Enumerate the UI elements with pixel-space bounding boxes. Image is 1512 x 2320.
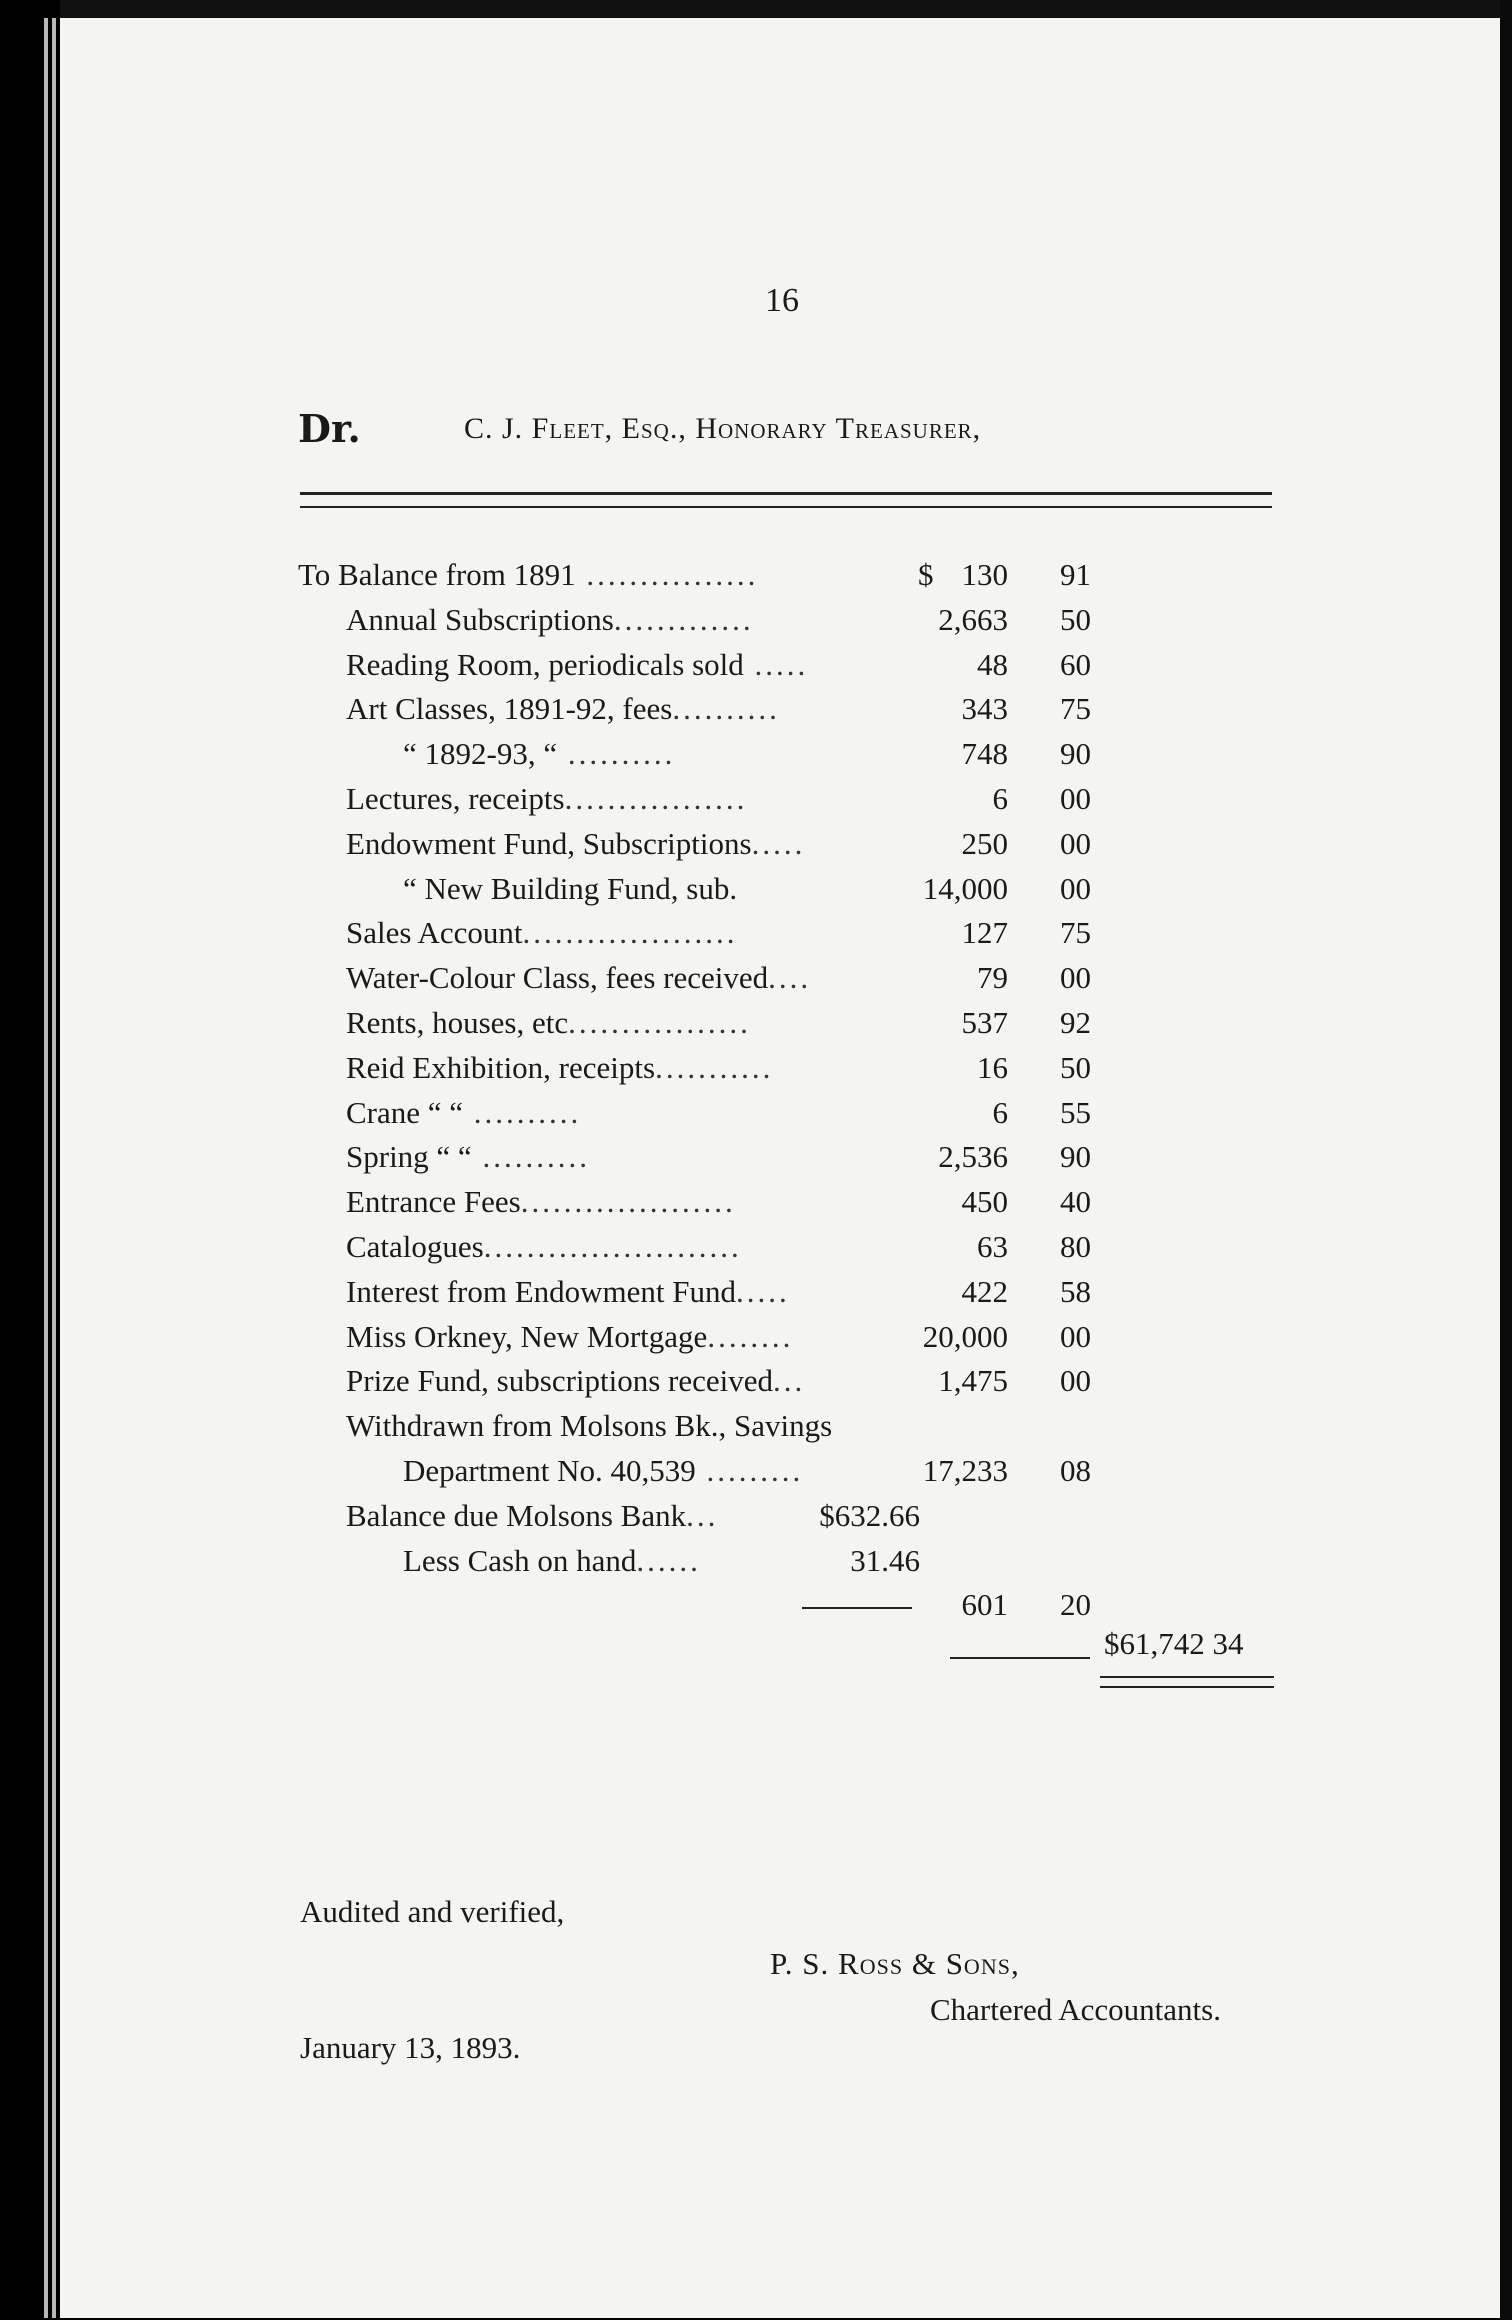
ledger-row — [298, 1494, 1098, 1539]
amount-dollars: 343 — [961, 691, 1008, 727]
dot-leader: .......... — [463, 1094, 582, 1130]
amount-cents: 75 — [1060, 915, 1091, 951]
amount-cents: 90 — [1060, 1139, 1091, 1175]
entry-label — [346, 777, 747, 822]
entry-label — [346, 1046, 773, 1091]
entry-text: Department No. 40,539 — [403, 1452, 696, 1488]
grand-total — [1104, 1626, 1244, 1662]
amount-dollars: 130 — [961, 557, 1008, 592]
ledger-row — [298, 1046, 1098, 1091]
total-lead-rule — [950, 1657, 1090, 1659]
amount-dollars: 601 — [961, 1587, 1008, 1623]
entry-label — [346, 1315, 793, 1360]
amount-cents: 75 — [1060, 691, 1091, 727]
amount-cents: 60 — [1060, 646, 1091, 682]
amount-cents: 90 — [1060, 736, 1091, 772]
entry-text: To Balance from 1891 — [298, 557, 576, 592]
amount-dollars: 2,536 — [938, 1139, 1008, 1175]
ledger-row — [298, 777, 1098, 822]
dot-leader: ..... — [743, 646, 809, 682]
dot-leader: ... — [773, 1363, 806, 1399]
entry-label — [346, 1091, 581, 1136]
dot-leader: ........... — [655, 1049, 774, 1085]
entry-label — [403, 867, 737, 912]
amount-cents: 40 — [1060, 1184, 1091, 1220]
auditor-title: Chartered Accountants. — [930, 1992, 1221, 2027]
entry-text: Sales Account — [346, 915, 523, 951]
entry-text: Balance due Molsons Bank — [346, 1497, 687, 1533]
ledger-row — [298, 1539, 1098, 1584]
amount-dollars: 422 — [961, 1273, 1008, 1309]
ledger-row — [298, 553, 1098, 598]
amount-dollars: 748 — [961, 736, 1008, 772]
ledger-row — [298, 1180, 1098, 1225]
amount-dollars: 250 — [961, 825, 1008, 861]
ledger-row — [298, 867, 1098, 912]
ledger-row — [298, 1359, 1098, 1404]
amount-dollars: 127 — [961, 915, 1008, 951]
ledger-row — [298, 956, 1098, 1001]
dot-leader: .......... — [557, 736, 676, 772]
amount-cents: 00 — [1060, 870, 1091, 906]
entry-label — [346, 1135, 590, 1180]
scan-top-edge — [60, 0, 1512, 18]
entry-label — [346, 643, 808, 688]
entry-text: Lectures, receipts — [346, 780, 565, 816]
amount-dollars: 537 — [961, 1004, 1008, 1040]
amount-cents: 00 — [1060, 825, 1091, 861]
sub-amount: 31.46 — [850, 1542, 920, 1578]
amount-dollars: 20,000 — [922, 1318, 1008, 1354]
dot-leader: ................. — [564, 780, 748, 816]
amount-dollars: 16 — [977, 1049, 1008, 1085]
currency-sign: $ — [918, 557, 934, 592]
dot-leader: ........ — [707, 1318, 794, 1354]
entry-label — [346, 1270, 790, 1315]
amount-cents: 92 — [1060, 1004, 1091, 1040]
ledger-row — [298, 687, 1098, 732]
amount-cents: 50 — [1060, 1049, 1091, 1085]
amount-cents: 00 — [1060, 780, 1091, 816]
dot-leader: ..... — [751, 825, 806, 861]
header-double-rule — [300, 492, 1272, 508]
account-title: C. J. Fleet, Esq., Honorary Treasurer, — [464, 412, 982, 445]
entry-text: Withdrawn from Molsons Bk., Savings — [346, 1408, 833, 1444]
entry-text: Reid Exhibition, receipts — [346, 1049, 656, 1085]
amount-cents: 20 — [1060, 1587, 1091, 1623]
amount-dollars: 79 — [977, 960, 1008, 996]
dot-leader: .................... — [520, 1184, 736, 1220]
amount-cents: 50 — [1060, 601, 1091, 637]
amount-dollars: 2,663 — [938, 601, 1008, 637]
amount-cents: 80 — [1060, 1228, 1091, 1264]
ledger-row — [298, 598, 1098, 643]
entry-label — [403, 1539, 701, 1584]
ledger-row — [298, 732, 1098, 777]
ledger-row — [298, 1270, 1098, 1315]
amount-cents: 58 — [1060, 1273, 1091, 1309]
entry-label — [346, 911, 738, 956]
ledger-row — [298, 643, 1098, 688]
ledger-row — [298, 1449, 1098, 1494]
total-double-rule — [1100, 1676, 1274, 1688]
entry-label — [346, 956, 811, 1001]
ledger-row — [298, 1091, 1098, 1136]
entry-text: Rents, houses, etc — [346, 1004, 569, 1040]
entry-label — [403, 1449, 803, 1494]
entry-label — [346, 1359, 805, 1404]
ledger-row — [298, 1583, 1098, 1628]
amount-dollars: 6 — [992, 780, 1008, 816]
subtotal-rule — [802, 1607, 912, 1609]
entry-label — [298, 553, 758, 598]
dot-leader: .......... — [672, 691, 780, 727]
debit-mark: Dr. — [298, 406, 361, 451]
entry-label — [346, 1404, 832, 1449]
amount-dollars: 48 — [977, 646, 1008, 682]
entry-label — [346, 1225, 742, 1270]
page-edge — [52, 18, 56, 2318]
amount-cents: 00 — [1060, 1318, 1091, 1354]
entry-text: Prize Fund, subscriptions received — [346, 1363, 774, 1399]
entry-text: Spring “ “ — [346, 1139, 472, 1175]
entry-text: Miss Orkney, New Mortgage — [346, 1318, 708, 1354]
ledger-row — [298, 1225, 1098, 1270]
grand-total-cents: 34 — [1212, 1626, 1244, 1661]
amount-dollars: 63 — [977, 1228, 1008, 1264]
audit-statement: Audited and verified, — [300, 1894, 565, 1929]
dot-leader: ................. — [568, 1004, 751, 1040]
entry-text: “ 1892-93, “ — [403, 736, 558, 772]
amount-dollars: 1,475 — [938, 1363, 1008, 1399]
entry-text: Water-Colour Class, fees received — [346, 960, 769, 996]
ledger-entries — [298, 553, 1098, 1628]
entry-text: Less Cash on hand — [403, 1542, 637, 1578]
ledger-row — [298, 1135, 1098, 1180]
entry-text: Art Classes, 1891-92, fees — [346, 691, 673, 727]
entry-label — [346, 598, 754, 643]
sub-amount: $632.66 — [819, 1497, 920, 1533]
entry-label — [403, 732, 675, 777]
auditor-firm: P. S. Ross & Sons, — [770, 1946, 1020, 1981]
entry-text: Crane “ “ — [346, 1094, 464, 1130]
amount-cents: 08 — [1060, 1452, 1091, 1488]
entry-label — [346, 822, 805, 867]
amount-cents: 00 — [1060, 1363, 1091, 1399]
amount-cents: 55 — [1060, 1094, 1091, 1130]
dot-leader: ... — [686, 1497, 719, 1533]
dot-leader: .... — [768, 960, 812, 996]
dot-leader: ...... — [636, 1542, 701, 1578]
amount-dollars: 6 — [992, 1094, 1008, 1130]
amount-dollars: 17,233 — [922, 1452, 1008, 1488]
amount-dollars: 14,000 — [922, 870, 1008, 906]
grand-total-dollars: $61,742 — [1104, 1626, 1205, 1661]
entry-text: Endowment Fund, Subscriptions — [346, 825, 752, 861]
entry-text: Annual Subscriptions — [346, 601, 614, 637]
entry-text: Interest from Endowment Fund — [346, 1273, 737, 1309]
entry-label — [346, 1494, 718, 1539]
dot-leader: ................ — [575, 557, 759, 592]
ledger-row — [298, 1404, 1098, 1449]
dot-leader: ..... — [736, 1273, 790, 1309]
amount-cents: 00 — [1060, 960, 1091, 996]
dot-leader: ............. — [613, 601, 754, 637]
entry-text: Catalogues — [346, 1228, 484, 1264]
dot-leader: ........................ — [483, 1228, 742, 1264]
dot-leader: .......... — [471, 1139, 590, 1175]
entry-text: Entrance Fees — [346, 1184, 521, 1220]
entry-text: Reading Room, periodicals sold — [346, 646, 744, 682]
entry-label — [346, 687, 780, 732]
entry-label — [346, 1180, 736, 1225]
dot-leader: ......... — [695, 1452, 804, 1488]
page-number: 16 — [765, 282, 799, 319]
scan-right-edge — [1500, 0, 1512, 2320]
dot-leader: .................... — [522, 915, 738, 951]
page-edge — [44, 18, 48, 2318]
entry-text: “ New Building Fund, sub. — [403, 870, 738, 906]
ledger-row — [298, 822, 1098, 867]
entry-label — [346, 1001, 751, 1046]
amount-cents: 91 — [1060, 557, 1091, 592]
ledger-row — [298, 1315, 1098, 1360]
amount-dollars: 450 — [961, 1184, 1008, 1220]
ledger-row — [298, 911, 1098, 956]
ledger-row — [298, 1001, 1098, 1046]
audit-date: January 13, 1893. — [300, 2030, 521, 2065]
